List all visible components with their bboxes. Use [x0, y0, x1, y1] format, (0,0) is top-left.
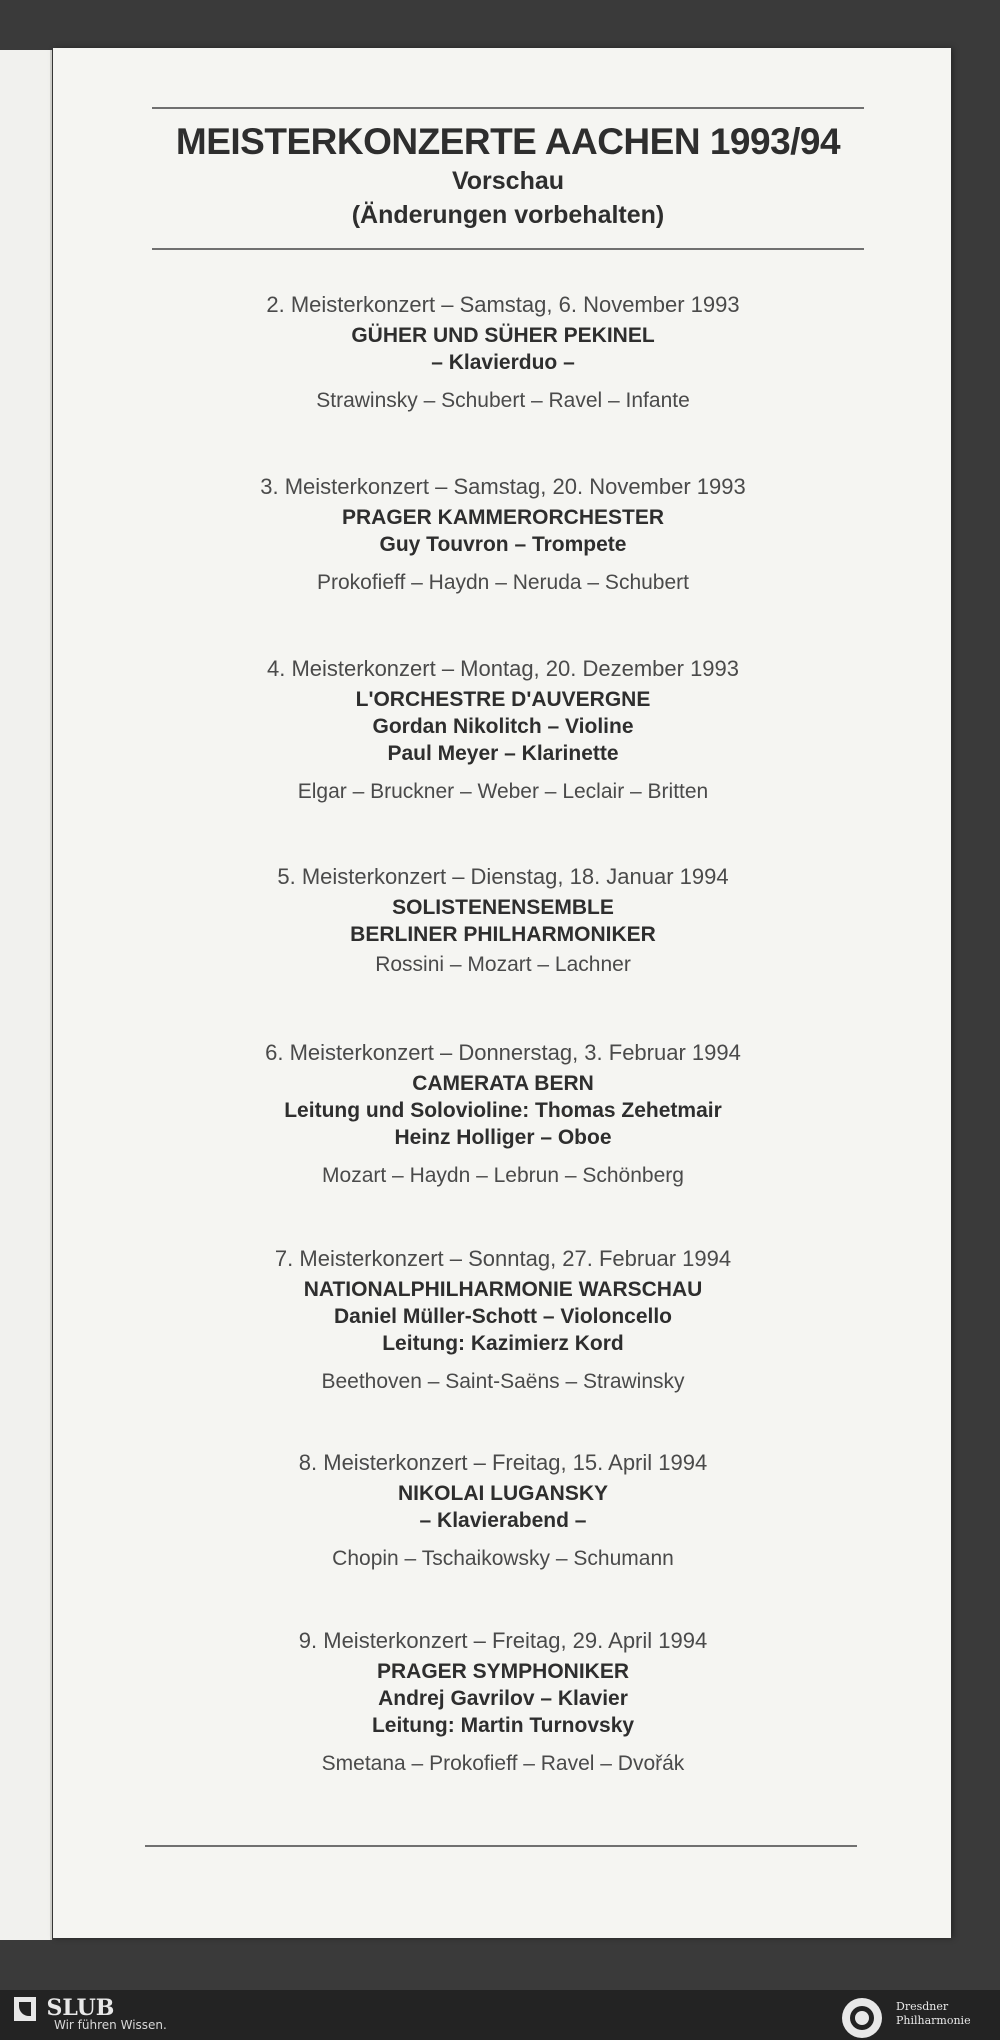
concert-performer-detail: Leitung: Kazimierz Kord	[382, 1332, 624, 1355]
concert-entry	[113, 860, 893, 980]
concert-performer: PRAGER KAMMERORCHESTER	[341, 506, 664, 529]
concert-performer: NIKOLAI LUGANSKY	[398, 1482, 608, 1505]
page-title: MEISTERKONZERTE AACHEN 1993/94	[175, 121, 841, 162]
concert-program: Strawinsky – Schubert – Ravel – Infante	[316, 389, 690, 412]
concert-performer-detail: BERLINER PHILHARMONIKER	[350, 923, 656, 946]
slub-logo-icon	[14, 1997, 36, 2021]
program-page	[53, 48, 951, 1938]
concert-performer-detail: Heinz Holliger – Oboe	[394, 1126, 612, 1149]
header-rule	[152, 248, 864, 250]
previous-page-edge	[0, 50, 52, 1940]
concert-date: 9. Meisterkonzert – Freitag, 29. April 1994	[298, 1628, 708, 1653]
concert-date: 4. Meisterkonzert – Montag, 20. Dezember 1993	[266, 656, 740, 681]
bottom-rule	[145, 1845, 857, 1847]
concert-program: Elgar – Bruckner – Weber – Leclair – Britten	[297, 780, 709, 803]
concert-performer-detail: Leitung: Martin Turnovsky	[371, 1714, 635, 1737]
concert-entry	[113, 470, 893, 598]
philharmonie-logo-icon	[840, 1996, 884, 2040]
concert-performer-detail: Daniel Müller-Schott – Violoncello	[334, 1305, 672, 1328]
concert-program: Chopin – Tschaikowsky – Schumann	[332, 1547, 674, 1570]
slub-name: SLUB	[46, 1995, 115, 2021]
concert-entry	[113, 1036, 893, 1191]
page-note: (Änderungen vorbehalten)	[351, 201, 665, 229]
concert-date: 2. Meisterkonzert – Samstag, 6. November 1993	[266, 292, 740, 317]
concert-performer-detail: Leitung und Solovioline: Thomas Zehetmair	[284, 1099, 722, 1122]
viewer-footer	[0, 1990, 1000, 2040]
slub-brand[interactable]	[14, 1994, 167, 2032]
page-header	[152, 120, 864, 232]
slub-tagline: Wir führen Wissen.	[54, 2018, 167, 2032]
concert-entry	[113, 1446, 893, 1574]
philharmonie-line-2: Philharmonie	[896, 2014, 971, 2027]
concert-program: Smetana – Prokofieff – Ravel – Dvořák	[321, 1752, 685, 1775]
page-subtitle: Vorschau	[451, 167, 565, 195]
concert-performer-detail: – Klavierabend –	[419, 1509, 587, 1532]
philharmonie-line-1: Dresdner	[896, 2000, 949, 2013]
concert-date: 5. Meisterkonzert – Dienstag, 18. Januar 1994	[277, 864, 729, 889]
philharmonie-name	[896, 2000, 1000, 2028]
concert-performer: PRAGER SYMPHONIKER	[376, 1660, 630, 1683]
concert-entry	[113, 1242, 893, 1397]
concert-date: 6. Meisterkonzert – Donnerstag, 3. Februar 1994	[265, 1040, 741, 1065]
concert-performer-detail: Gordan Nikolitch – Violine	[372, 715, 634, 738]
concert-entry	[113, 288, 893, 416]
concert-program: Mozart – Haydn – Lebrun – Schönberg	[322, 1164, 684, 1187]
concert-program: Beethoven – Saint-Saëns – Strawinsky	[321, 1370, 685, 1393]
concert-performer: L'ORCHESTRE D'AUVERGNE	[355, 688, 651, 711]
concert-date: 7. Meisterkonzert – Sonntag, 27. Februar 1994	[274, 1246, 732, 1271]
concert-performer-detail: Paul Meyer – Klarinette	[387, 742, 619, 765]
concert-program: Prokofieff – Haydn – Neruda – Schubert	[316, 571, 689, 594]
concert-entry	[113, 652, 893, 807]
concert-program: Rossini – Mozart – Lachner	[375, 953, 631, 976]
concert-performer: SOLISTENENSEMBLE	[392, 896, 614, 919]
concert-performer: NATIONALPHILHARMONIE WARSCHAU	[303, 1278, 703, 1301]
concert-performer: CAMERATA BERN	[412, 1072, 594, 1095]
top-rule	[152, 107, 864, 109]
concert-date: 8. Meisterkonzert – Freitag, 15. April 1994	[298, 1450, 708, 1475]
concert-performer-detail: – Klavierduo –	[431, 351, 575, 374]
concert-performer-detail: Andrej Gavrilov – Klavier	[378, 1687, 628, 1710]
concert-entry	[113, 1624, 893, 1779]
concert-performer-detail: Guy Touvron – Trompete	[379, 533, 627, 556]
concert-date: 3. Meisterkonzert – Samstag, 20. November 1993	[260, 474, 746, 499]
concert-performer: GÜHER UND SÜHER PEKINEL	[351, 324, 655, 347]
